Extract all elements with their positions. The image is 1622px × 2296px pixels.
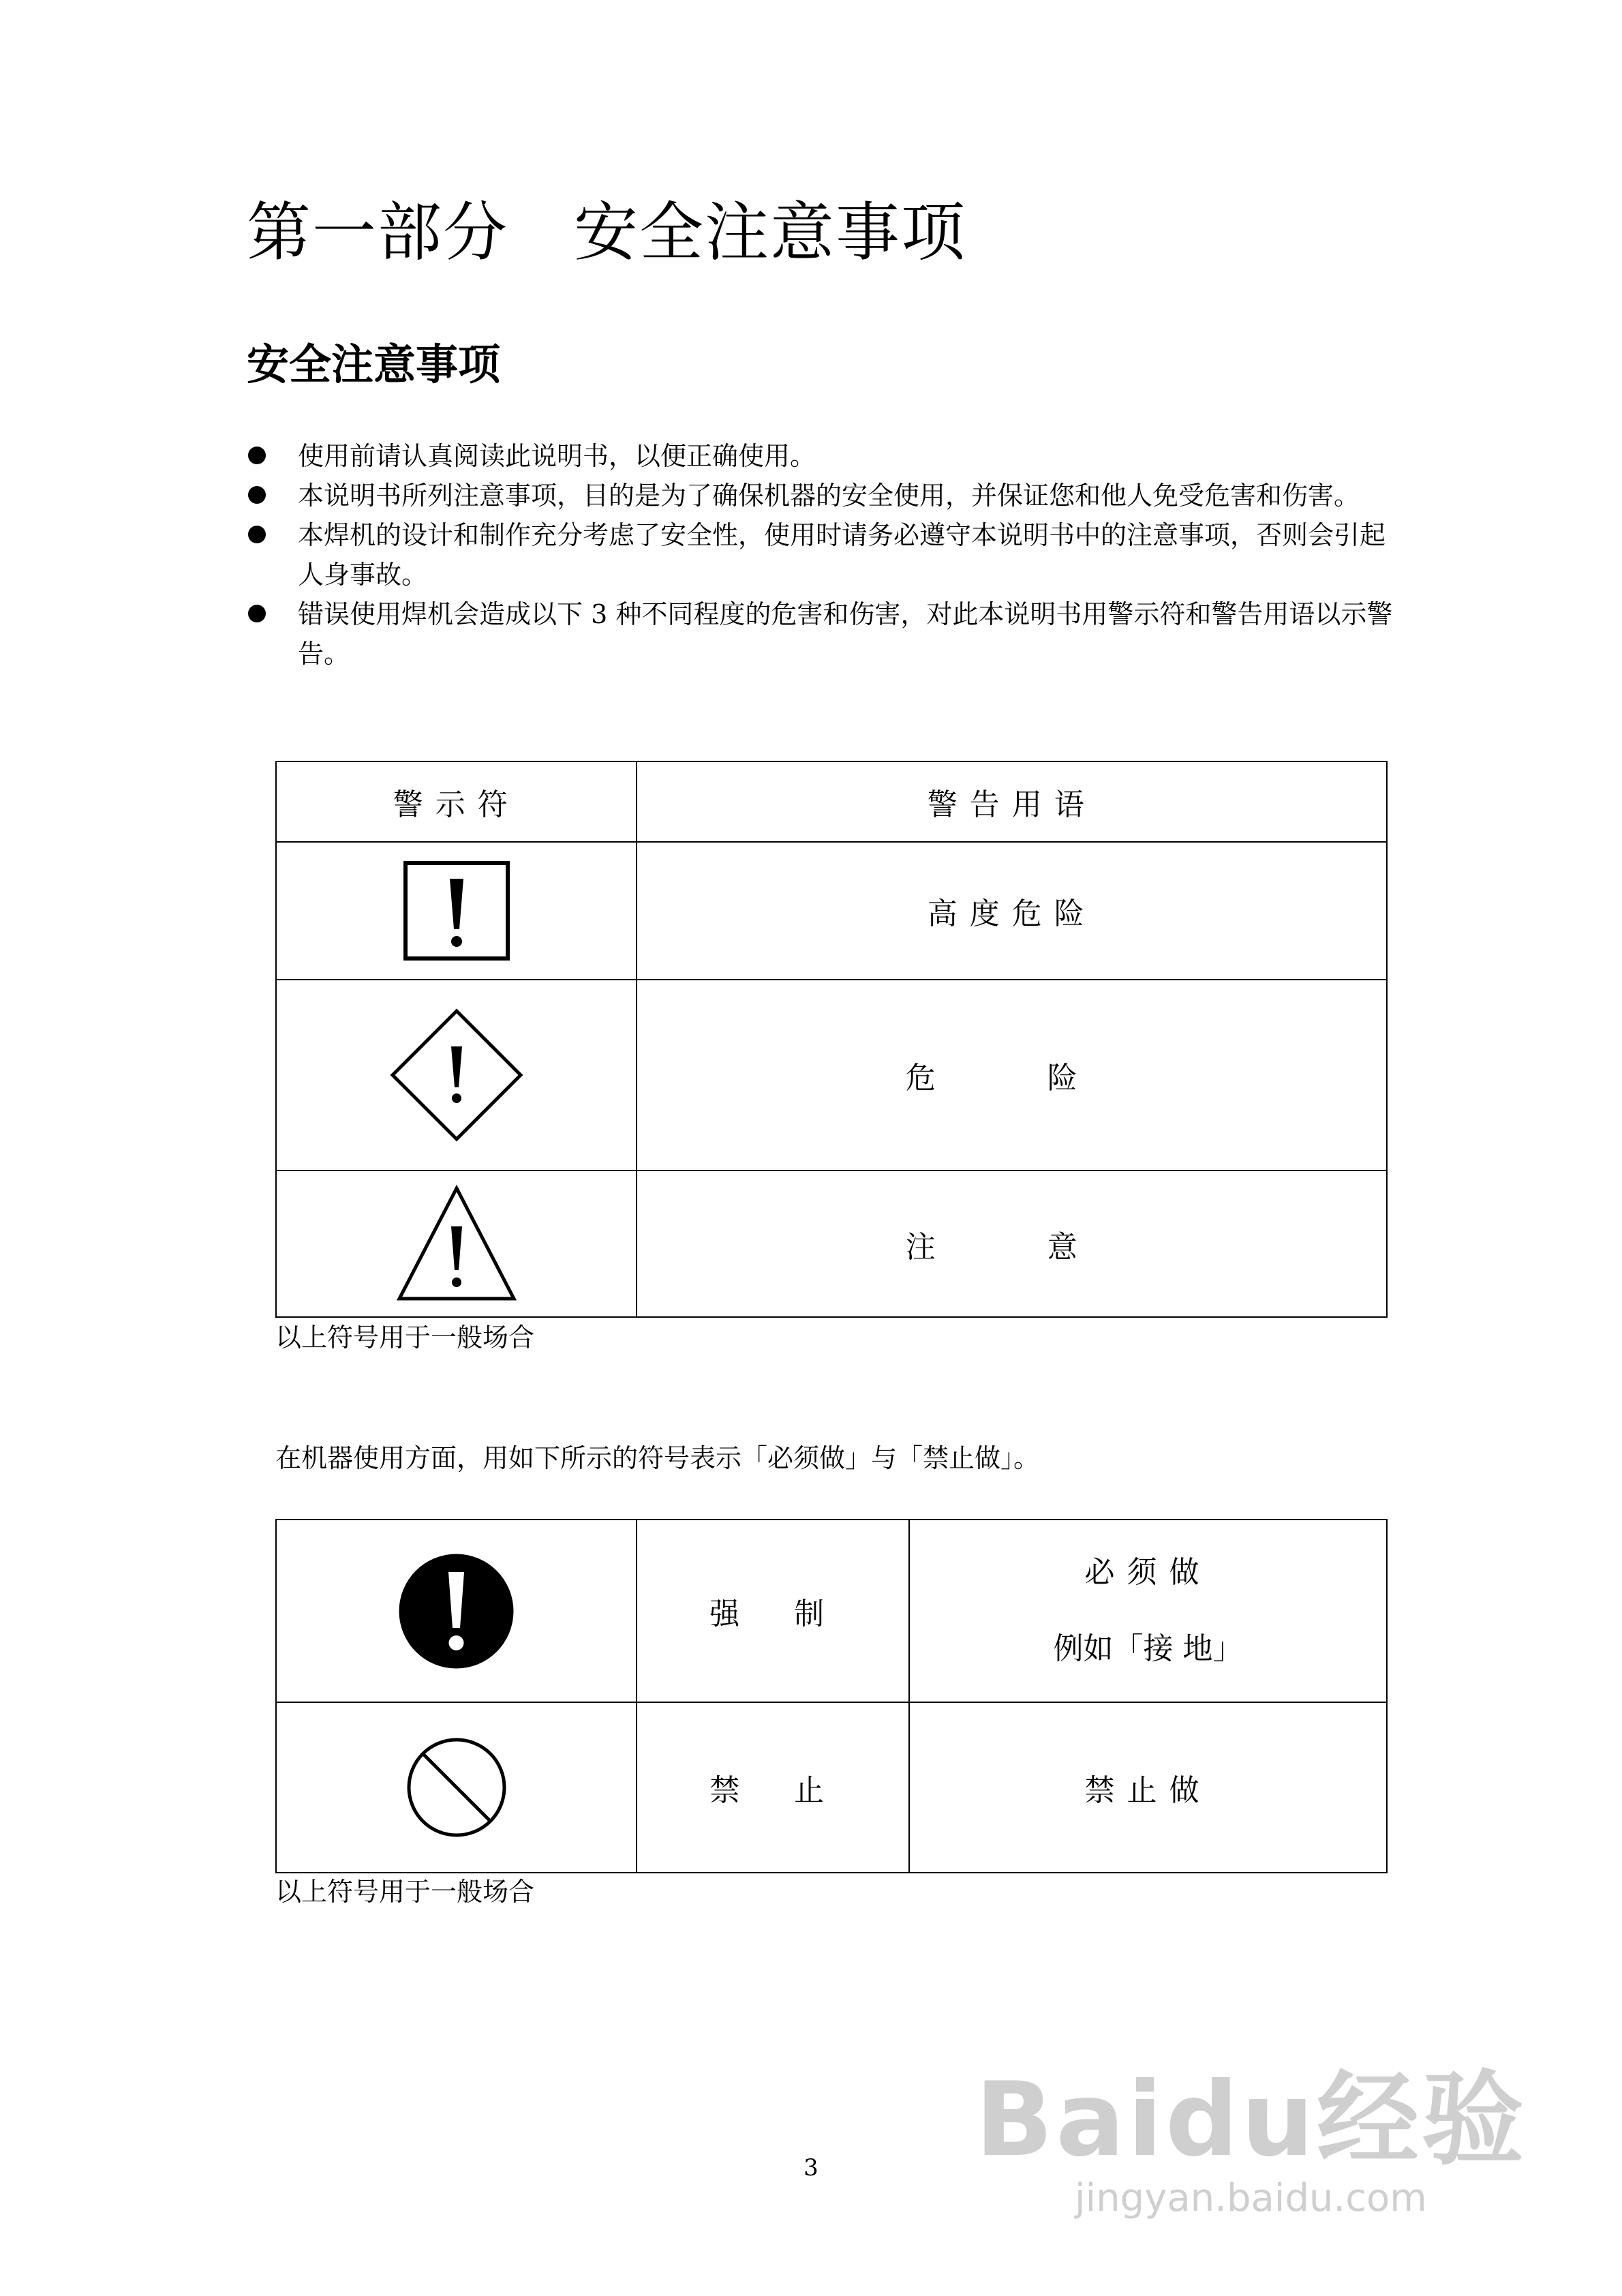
action-description: 必须做 xyxy=(1084,1555,1212,1590)
bullet-list xyxy=(247,436,1405,674)
warning-symbol-table xyxy=(275,761,1388,1318)
part-title: 第一部分 安全注意事项 xyxy=(247,196,967,270)
section-title: 安全注意事项 xyxy=(247,339,501,389)
square-exclamation-icon xyxy=(402,860,511,962)
bullet-icon xyxy=(248,605,266,622)
note-general-use: 以上符号用于一般场合 xyxy=(275,1877,535,1907)
note-general-use: 以上符号用于一般场合 xyxy=(275,1323,535,1353)
warning-label: 注 意 xyxy=(637,1170,1387,1317)
warning-label: 高度危险 xyxy=(637,842,1387,980)
watermark-url: jingyan.baidu.com xyxy=(1075,2176,1427,2220)
header-text: 警告用语 xyxy=(637,761,1387,842)
table-row xyxy=(276,1520,1387,1702)
header-symbol: 警示符 xyxy=(276,761,637,842)
diamond-exclamation-icon xyxy=(388,1007,525,1143)
list-item: 本说明书所列注意事项，目的是为了确保机器的安全使用，并保证您和他人免受危害和伤害。 xyxy=(247,476,1405,515)
list-item: 错误使用焊机会造成以下 3 种不同程度的危害和伤害，对此本说明书用警示符和警告用语以示警告。 xyxy=(247,594,1405,674)
watermark-logo: Baidu经验 xyxy=(975,2061,1527,2179)
action-name: 强 制 xyxy=(637,1520,909,1702)
action-symbol-table xyxy=(275,1519,1388,1873)
action-name: 禁 止 xyxy=(637,1702,909,1873)
list-item: 本焊机的设计和制作充分考虑了安全性，使用时请务必遵守本说明书中的注意事项，否则会引起人身事故。 xyxy=(247,515,1405,594)
intro-paragraph: 在机器使用方面，用如下所示的符号表示「必须做」与「禁止做」。 xyxy=(275,1443,1040,1473)
list-item: 使用前请认真阅读此说明书，以便正确使用。 xyxy=(247,436,1405,476)
table-row xyxy=(276,980,1387,1170)
triangle-exclamation-icon xyxy=(395,1184,518,1303)
action-description: 禁止做 xyxy=(909,1702,1387,1873)
bullet-icon xyxy=(248,486,266,504)
prohibition-icon xyxy=(406,1736,508,1839)
action-example: 例如「接 地」 xyxy=(1053,1631,1243,1666)
table-row xyxy=(276,842,1387,980)
bullet-icon xyxy=(248,447,266,464)
filled-circle-exclamation-icon xyxy=(397,1552,516,1671)
watermark xyxy=(975,2061,1527,2222)
table-row xyxy=(276,1170,1387,1317)
bullet-icon xyxy=(248,526,266,543)
table-header-row xyxy=(276,761,1387,842)
warning-label: 危 险 xyxy=(637,980,1387,1170)
page-number: 3 xyxy=(804,2154,818,2181)
table-row xyxy=(276,1702,1387,1873)
